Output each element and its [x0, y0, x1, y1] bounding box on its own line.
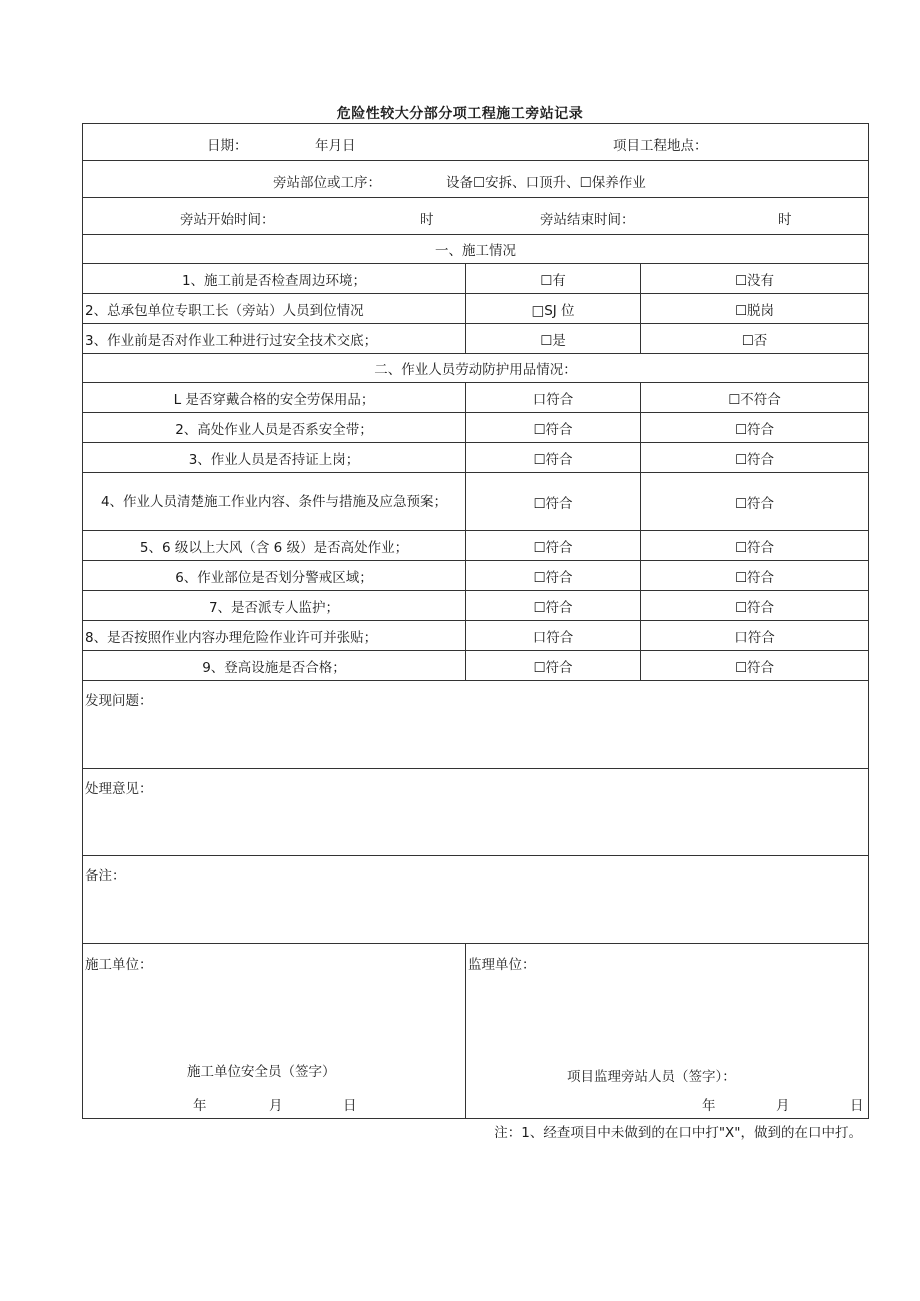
table-row [83, 324, 869, 354]
opinion-row [83, 769, 869, 856]
table-row [83, 651, 869, 681]
table-row [83, 621, 869, 651]
remarks-row [83, 856, 869, 944]
option-yes-checkbox[interactable]: ☐符合 [466, 531, 641, 561]
opinion-field[interactable] [83, 769, 869, 856]
check-item: 1、施工前是否检查周边环境； [83, 264, 466, 294]
option-no-checkbox[interactable]: ☐符合 [641, 443, 869, 473]
option-yes-checkbox[interactable]: ☐符合 [466, 591, 641, 621]
check-item: 6、作业部位是否划分警戒区域； [83, 561, 466, 591]
footnote: 注：1、经查项目中未做到的在口中打"X"，做到的在口中打。 [494, 1125, 862, 1141]
table-row [83, 413, 869, 443]
option-no-checkbox[interactable]: ☐符合 [641, 473, 869, 531]
remarks-field[interactable] [83, 856, 869, 944]
construction-sign-label: 施工单位安全员（签字） [187, 1064, 336, 1080]
date-location-cell [83, 124, 869, 161]
check-item: 3、作业前是否对作业工种进行过安全技术交底； [83, 324, 466, 354]
supervision-day: 日 [850, 1098, 864, 1114]
option-no-checkbox[interactable]: ☐没有 [641, 264, 869, 294]
check-item: 4、作业人员清楚施工作业内容、条件与措施及应急预案； [83, 473, 466, 531]
construction-unit-label: 施工单位： [85, 957, 153, 973]
construction-unit-cell[interactable] [83, 944, 466, 1119]
check-item: 5、6 级以上大风（含 6 级）是否高处作业； [83, 531, 466, 561]
option-yes-checkbox[interactable]: ☐符合 [466, 651, 641, 681]
process-options[interactable]: 设备☐安拆、口顶升、☐保养作业 [446, 175, 646, 191]
option-yes-checkbox[interactable]: 口符合 [466, 621, 641, 651]
table-row [83, 561, 869, 591]
date-row [83, 124, 869, 161]
section2-heading: 二、作业人员劳动防护用品情况： [83, 354, 869, 383]
check-item: 2、总承包单位专职工长（旁站）人员到位情况 [83, 294, 466, 324]
check-item: 3、作业人员是否持证上岗； [83, 443, 466, 473]
option-no-checkbox[interactable]: ☐符合 [641, 413, 869, 443]
problems-label: 发现问题： [85, 693, 153, 709]
option-yes-checkbox[interactable]: ☐符合 [466, 443, 641, 473]
option-no-checkbox[interactable]: ☐符合 [641, 651, 869, 681]
supervision-sign-label: 项目监理旁站人员（签字）： [567, 1069, 736, 1085]
option-yes-checkbox[interactable]: ☐是 [466, 324, 641, 354]
check-item: 9、登高设施是否合格； [83, 651, 466, 681]
supervision-year: 年 [702, 1098, 716, 1114]
table-row [83, 294, 869, 324]
signature-row [83, 944, 869, 1119]
section1-heading-row [83, 235, 869, 264]
supervision-unit-label: 监理单位： [468, 957, 536, 973]
option-no-checkbox[interactable]: ☐符合 [641, 561, 869, 591]
option-yes-checkbox[interactable]: 口符合 [466, 383, 641, 413]
option-no-checkbox[interactable]: 口符合 [641, 621, 869, 651]
option-no-checkbox[interactable]: ☐否 [641, 324, 869, 354]
option-yes-checkbox[interactable]: ☐有 [466, 264, 641, 294]
construction-month: 月 [269, 1098, 283, 1114]
option-yes-checkbox[interactable]: ☐符合 [466, 561, 641, 591]
section1-heading: 一、施工情况 [83, 235, 869, 264]
check-item: 7、是否派专人监护； [83, 591, 466, 621]
construction-year: 年 [193, 1098, 207, 1114]
end-time-label: 旁站结束时间： [540, 212, 635, 228]
option-yes-checkbox[interactable]: □SJ 位 [466, 294, 641, 324]
inspection-form [82, 123, 869, 1119]
table-row [83, 591, 869, 621]
construction-day: 日 [343, 1098, 357, 1114]
check-item: 8、是否按照作业内容办理危险作业许可并张贴； [83, 621, 466, 651]
date-label: 日期： [207, 138, 248, 154]
table-row [83, 383, 869, 413]
start-time-unit[interactable]: 时 [420, 212, 434, 228]
time-cell [83, 198, 869, 235]
option-yes-checkbox[interactable]: ☐符合 [466, 473, 641, 531]
problems-row [83, 681, 869, 769]
check-item: 2、高处作业人员是否系安全带； [83, 413, 466, 443]
supervision-unit-cell[interactable] [466, 944, 869, 1119]
table-row [83, 531, 869, 561]
option-yes-checkbox[interactable]: ☐符合 [466, 413, 641, 443]
process-cell [83, 161, 869, 198]
start-time-label: 旁站开始时间： [180, 212, 275, 228]
date-value[interactable]: 年月日 [315, 138, 356, 154]
check-item: L 是否穿戴合格的安全劳保用品； [83, 383, 466, 413]
option-no-checkbox[interactable]: ☐符合 [641, 591, 869, 621]
process-row [83, 161, 869, 198]
table-row [83, 443, 869, 473]
table-row [83, 264, 869, 294]
section2-heading-row [83, 354, 869, 383]
time-row [83, 198, 869, 235]
option-no-checkbox[interactable]: ☐不符合 [641, 383, 869, 413]
end-time-unit[interactable]: 时 [778, 212, 792, 228]
page-title: 危险性较大分部分项工程施工旁站记录 [336, 106, 584, 122]
remarks-label: 备注： [85, 868, 126, 884]
supervision-month: 月 [776, 1098, 790, 1114]
problems-field[interactable] [83, 681, 869, 769]
opinion-label: 处理意见： [85, 781, 153, 797]
option-no-checkbox[interactable]: ☐脱岗 [641, 294, 869, 324]
location-label: 项目工程地点： [613, 138, 708, 154]
process-label: 旁站部位或工序： [273, 175, 381, 191]
table-row [83, 473, 869, 531]
option-no-checkbox[interactable]: ☐符合 [641, 531, 869, 561]
